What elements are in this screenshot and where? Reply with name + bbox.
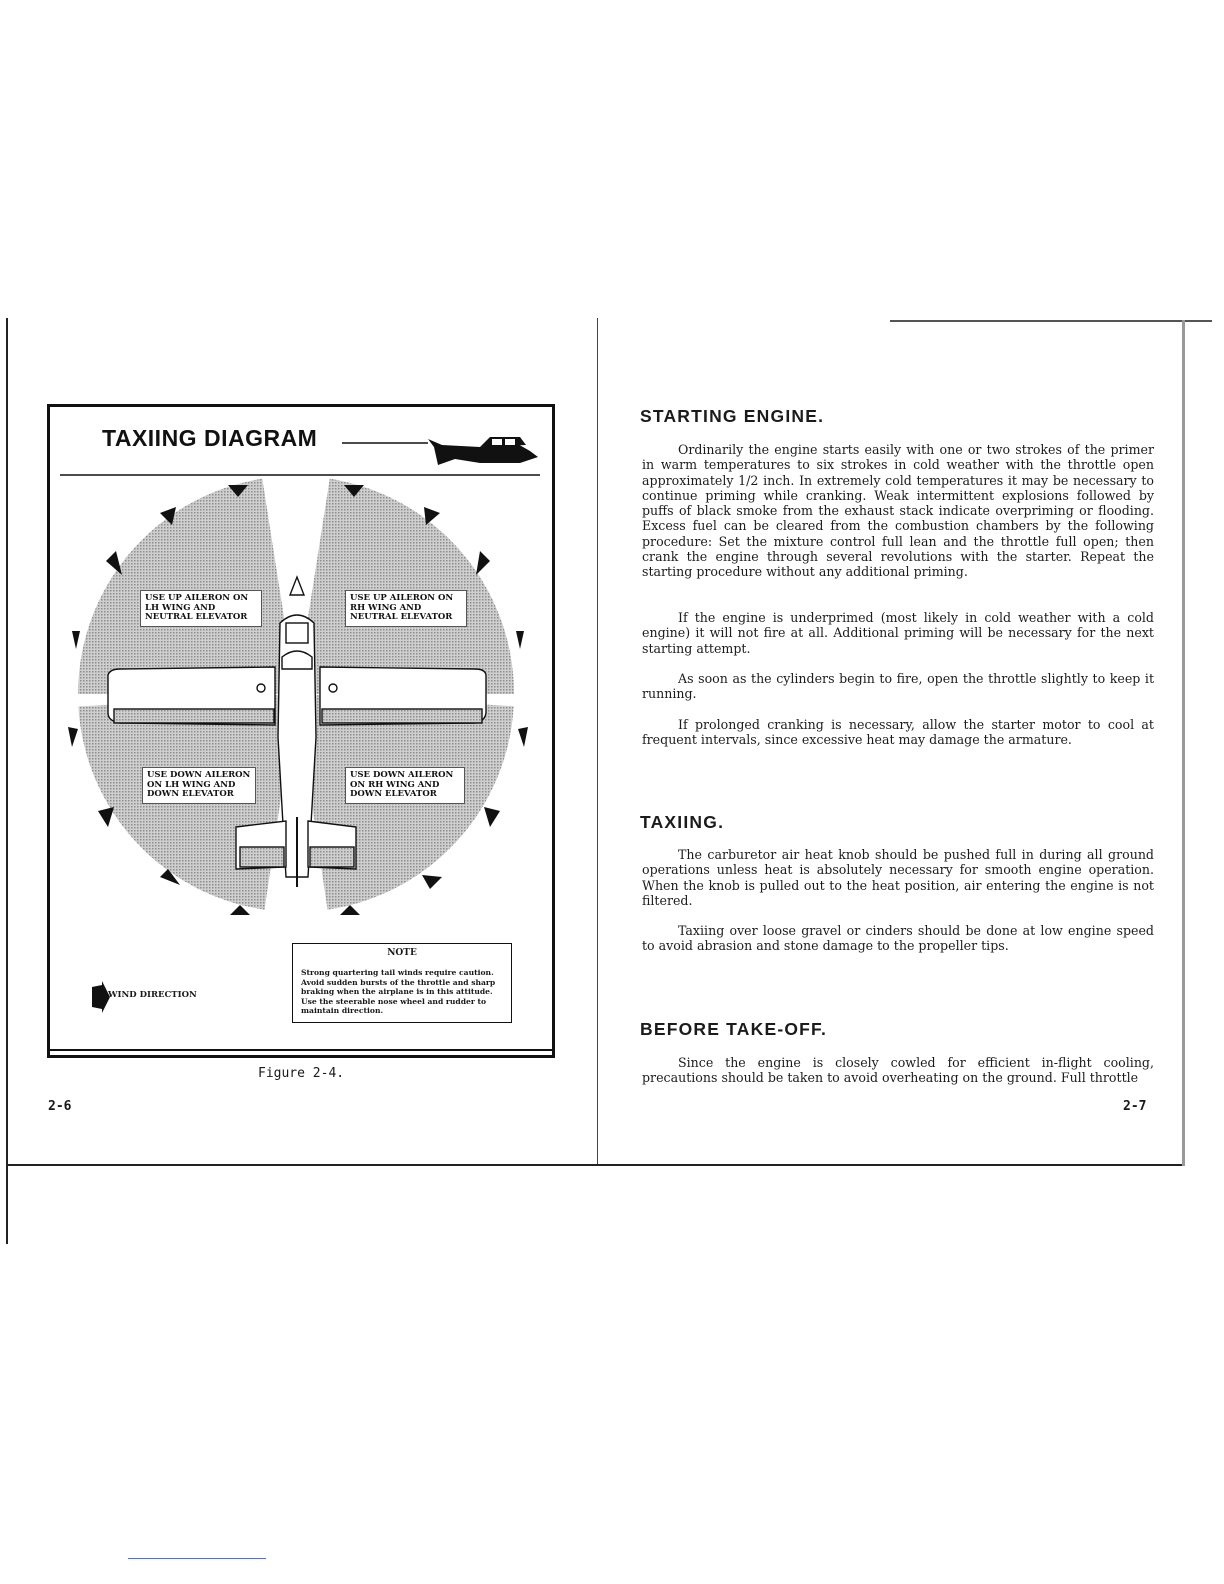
heading-before-take-off: BEFORE TAKE-OFF.	[640, 1019, 828, 1039]
note-text: Strong quartering tail winds require caution. Avoid sudden bursts of the throttle and sharp braking when the airplane is in this attitude. Use the steerable nose wheel and rudder to maintain direction.	[301, 968, 496, 1016]
scan-left-edge	[6, 318, 8, 1244]
paragraph: If prolonged cranking is necessary, allow the starter motor to cool at frequent intervals, since excessive heat may damage the armature.	[642, 717, 1154, 748]
paragraph: Since the engine is closely cowled for efficient in-flight cooling, precautions should be taken to avoid overheating on the ground. Full throttle	[642, 1055, 1154, 1086]
callout-lower-right: USE DOWN AILERON ON RH WING AND DOWN ELEVATOR	[345, 767, 465, 804]
airplane-silhouette-icon	[428, 437, 538, 465]
paragraph: The carburetor air heat knob should be pushed full in during all ground operations unless heat is absolutely necessary for smooth engine operation. When the knob is pulled out to the heat position, air entering the engine is not filtered.	[642, 847, 1154, 908]
arrow-icon	[106, 551, 122, 575]
callout-upper-left: USE UP AILERON ON LH WING AND NEUTRAL ELEVATOR	[140, 590, 262, 627]
arrow-icon	[98, 807, 114, 827]
arrow-icon	[230, 905, 250, 915]
scan-right-edge	[1182, 320, 1185, 1166]
page-number-right: 2-7	[1123, 1099, 1147, 1114]
page-gutter-line	[597, 318, 598, 1164]
paragraph: If the engine is underprimed (most likely in cold weather with a cold engine) it will not fire at all. Additional priming will be necessary for the next starting attempt.	[642, 610, 1154, 656]
wind-direction-legend-label: WIND DIRECTION	[108, 990, 197, 1000]
note-box	[292, 943, 512, 1023]
arrow-icon	[424, 507, 440, 525]
scan-bottom-edge	[6, 1164, 1184, 1166]
paragraph: Taxiing over loose gravel or cinders should be done at low engine speed to avoid abrasion and stone damage to the propeller tips.	[642, 923, 1154, 954]
arrow-icon	[476, 551, 490, 575]
arrow-icon	[516, 631, 524, 649]
heading-starting-engine: STARTING ENGINE.	[640, 406, 825, 426]
callout-lower-left: USE DOWN AILERON ON LH WING AND DOWN ELEVATOR	[142, 767, 256, 804]
arrow-icon	[68, 727, 78, 747]
callout-upper-right: USE UP AILERON ON RH WING AND NEUTRAL ELEVATOR	[345, 590, 467, 627]
paragraph: Ordinarily the engine starts easily with one or two strokes of the primer in warm temperatures to six strokes in cold weather with the throttle open approximately 1/2 inch. In extremely cold temperatures it may be necessary to continue priming while cranking. Weak intermittent explosions followed by puffs of black smoke from the exhaust stack indicate overpriming or flooding. Excess fuel can be cleared from the combustion chambers by the following procedure: Set the mixture control full lean and the throttle full open; then crank the engine through several revolutions with the starter. Repeat the starting procedure without any additional priming.	[642, 442, 1154, 580]
scan-bottom-artifact	[128, 1558, 266, 1559]
note-title: NOTE	[387, 948, 417, 958]
figure-caption: Figure 2-4.	[258, 1066, 345, 1081]
page-number-left: 2-6	[48, 1099, 72, 1114]
quadrant-upper-left	[70, 477, 296, 694]
arrow-icon	[518, 727, 528, 747]
diagram-title: TAXIING DIAGRAM	[102, 425, 318, 451]
paragraph: As soon as the cylinders begin to fire, open the throttle slightly to keep it running.	[642, 671, 1154, 702]
taxiing-diagram-figure	[47, 404, 555, 1058]
arrow-icon	[72, 631, 80, 649]
scan-top-edge-right	[890, 320, 1212, 322]
arrow-icon	[422, 875, 442, 889]
quadrant-upper-right	[296, 477, 530, 694]
arrow-icon	[484, 807, 500, 827]
heading-taxiing: TAXIING.	[640, 812, 725, 832]
